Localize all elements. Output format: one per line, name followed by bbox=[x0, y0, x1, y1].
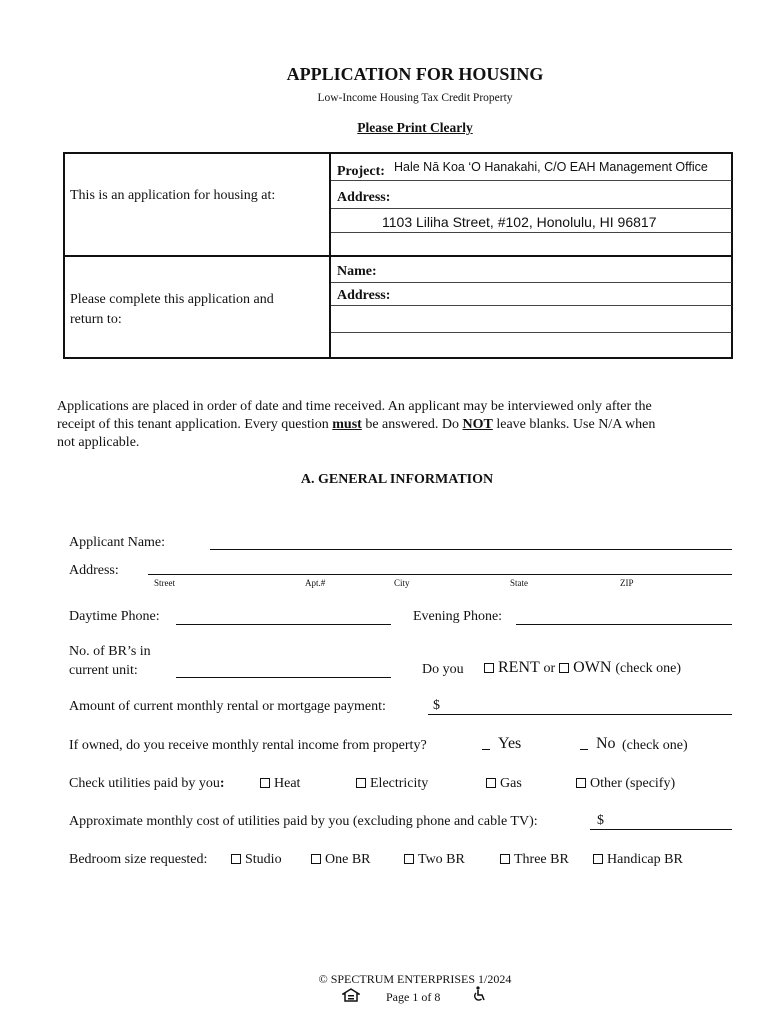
emphasis-not: NOT bbox=[462, 417, 493, 432]
utility-cost-field[interactable] bbox=[590, 829, 732, 830]
evening-phone-label: Evening Phone: bbox=[413, 609, 503, 624]
or-label: or bbox=[543, 661, 556, 676]
state-sublabel: State bbox=[510, 578, 528, 588]
row-line bbox=[331, 180, 732, 181]
heat-checkbox[interactable] bbox=[260, 778, 270, 788]
page-subtitle: Low-Income Housing Tax Credit Property bbox=[317, 92, 513, 104]
evening-phone-field[interactable] bbox=[516, 624, 732, 625]
bedrooms-label-2: current unit: bbox=[69, 663, 138, 678]
utilities-label bbox=[69, 776, 225, 792]
apt-sublabel: Apt.# bbox=[305, 578, 326, 588]
equal-housing-icon bbox=[342, 988, 360, 1002]
bedroom-size-label: Bedroom size requested: bbox=[69, 852, 208, 867]
row-line bbox=[331, 232, 732, 233]
instructions-text: be answered. Do bbox=[361, 417, 463, 432]
applicant-name-field[interactable] bbox=[210, 549, 732, 550]
utilities-label-text: Check utilities paid by you bbox=[69, 776, 220, 791]
instructions-text: leave blanks. Use N/A when bbox=[492, 417, 656, 432]
utility-cost-label: Approximate monthly cost of utilities paid by you (excluding phone and cable TV): bbox=[69, 814, 538, 829]
return-address-label: Address: bbox=[337, 288, 391, 303]
project-label: Project: bbox=[337, 164, 385, 179]
return-name-label: Name: bbox=[337, 264, 377, 279]
rental-income-label: If owned, do you receive monthly rental income from property? bbox=[69, 738, 427, 753]
zip-sublabel: ZIP bbox=[620, 578, 634, 588]
page-title: APPLICATION FOR HOUSING bbox=[286, 64, 544, 84]
yes-label: Yes bbox=[498, 735, 522, 752]
bedroom-handicap[interactable] bbox=[593, 852, 683, 868]
utilities-colon: : bbox=[219, 776, 225, 791]
studio-checkbox[interactable] bbox=[231, 854, 241, 864]
handicap-br-checkbox[interactable] bbox=[593, 854, 603, 864]
check-one-note-2: (check one) bbox=[622, 738, 688, 753]
bedroom-two[interactable] bbox=[404, 852, 465, 868]
daytime-phone-label: Daytime Phone: bbox=[69, 609, 160, 624]
one-br-checkbox[interactable] bbox=[311, 854, 321, 864]
utility-heat[interactable] bbox=[260, 776, 300, 792]
copyright: © SPECTRUM ENTERPRISES 1/2024 bbox=[318, 972, 512, 986]
bedroom-three[interactable] bbox=[500, 852, 569, 868]
three-br-checkbox[interactable] bbox=[500, 854, 510, 864]
no-blank[interactable] bbox=[580, 749, 588, 750]
daytime-phone-field[interactable] bbox=[176, 624, 391, 625]
return-instruction-2: return to: bbox=[70, 312, 122, 327]
instructions-text: receipt of this tenant application. Every question bbox=[57, 417, 333, 432]
check-one-note: (check one) bbox=[615, 661, 682, 676]
emphasis-must: must bbox=[332, 417, 362, 432]
gas-label: Gas bbox=[500, 776, 522, 791]
three-br-label: Three BR bbox=[514, 852, 569, 867]
row-line bbox=[331, 208, 732, 209]
city-sublabel: City bbox=[394, 578, 410, 588]
address-label: Address: bbox=[337, 190, 391, 205]
other-label: Other (specify) bbox=[590, 776, 676, 791]
rent-label: RENT bbox=[498, 659, 540, 676]
gas-checkbox[interactable] bbox=[486, 778, 496, 788]
applicant-address-field[interactable] bbox=[148, 574, 732, 575]
bedroom-one[interactable] bbox=[311, 852, 371, 868]
bedroom-studio[interactable] bbox=[231, 852, 282, 868]
electricity-checkbox[interactable] bbox=[356, 778, 366, 788]
instructions-paragraph bbox=[57, 398, 717, 452]
street-sublabel: Street bbox=[154, 578, 175, 588]
rent-checkbox[interactable] bbox=[484, 663, 494, 673]
project-value[interactable]: Hale Nā Koa ‘O Hanakahi, C/O EAH Management Office bbox=[394, 160, 708, 174]
row-line bbox=[331, 282, 732, 283]
section-a-heading: A. GENERAL INFORMATION bbox=[300, 472, 494, 487]
accessibility-icon bbox=[472, 986, 488, 1002]
applicant-name-label: Applicant Name: bbox=[69, 535, 166, 550]
own-label: OWN bbox=[573, 659, 612, 676]
return-instruction: Please complete this application and bbox=[70, 292, 274, 307]
row-line bbox=[331, 305, 732, 306]
no-label: No bbox=[596, 735, 616, 752]
two-br-label: Two BR bbox=[418, 852, 465, 867]
utility-other[interactable] bbox=[576, 776, 675, 792]
application-location-label: This is an application for housing at: bbox=[70, 188, 276, 203]
instructions-line-1: Applications are placed in order of date and time received. An applicant may be interviewed only after the bbox=[57, 399, 652, 414]
utility-dollar-sign: $ bbox=[597, 813, 604, 828]
bedrooms-field[interactable] bbox=[176, 677, 391, 678]
monthly-payment-label: Amount of current monthly rental or mortgage payment: bbox=[69, 699, 386, 714]
instructions-line-3: not applicable. bbox=[57, 435, 140, 450]
electricity-label: Electricity bbox=[370, 776, 429, 791]
two-br-checkbox[interactable] bbox=[404, 854, 414, 864]
row-line bbox=[331, 332, 732, 333]
box-divider-horizontal bbox=[63, 255, 733, 257]
monthly-payment-field[interactable] bbox=[428, 714, 732, 715]
studio-label: Studio bbox=[245, 852, 282, 867]
rent-own-group bbox=[484, 659, 681, 677]
heat-label: Heat bbox=[274, 776, 301, 791]
print-note: Please Print Clearly bbox=[357, 120, 473, 135]
one-br-label: One BR bbox=[325, 852, 371, 867]
applicant-address-label: Address: bbox=[69, 563, 119, 578]
utility-gas[interactable] bbox=[486, 776, 522, 792]
instructions-line-2 bbox=[57, 416, 717, 434]
dollar-sign: $ bbox=[433, 698, 440, 713]
bedrooms-label-1: No. of BR’s in bbox=[69, 644, 151, 659]
own-checkbox[interactable] bbox=[559, 663, 569, 673]
handicap-br-label: Handicap BR bbox=[607, 852, 683, 867]
yes-blank[interactable] bbox=[482, 749, 490, 750]
address-value[interactable]: 1103 Liliha Street, #102, Honolulu, HI 96817 bbox=[382, 214, 657, 230]
page-number: Page 1 of 8 bbox=[386, 990, 441, 1004]
utility-electricity[interactable] bbox=[356, 776, 428, 792]
do-you-label: Do you bbox=[422, 662, 464, 677]
other-checkbox[interactable] bbox=[576, 778, 586, 788]
